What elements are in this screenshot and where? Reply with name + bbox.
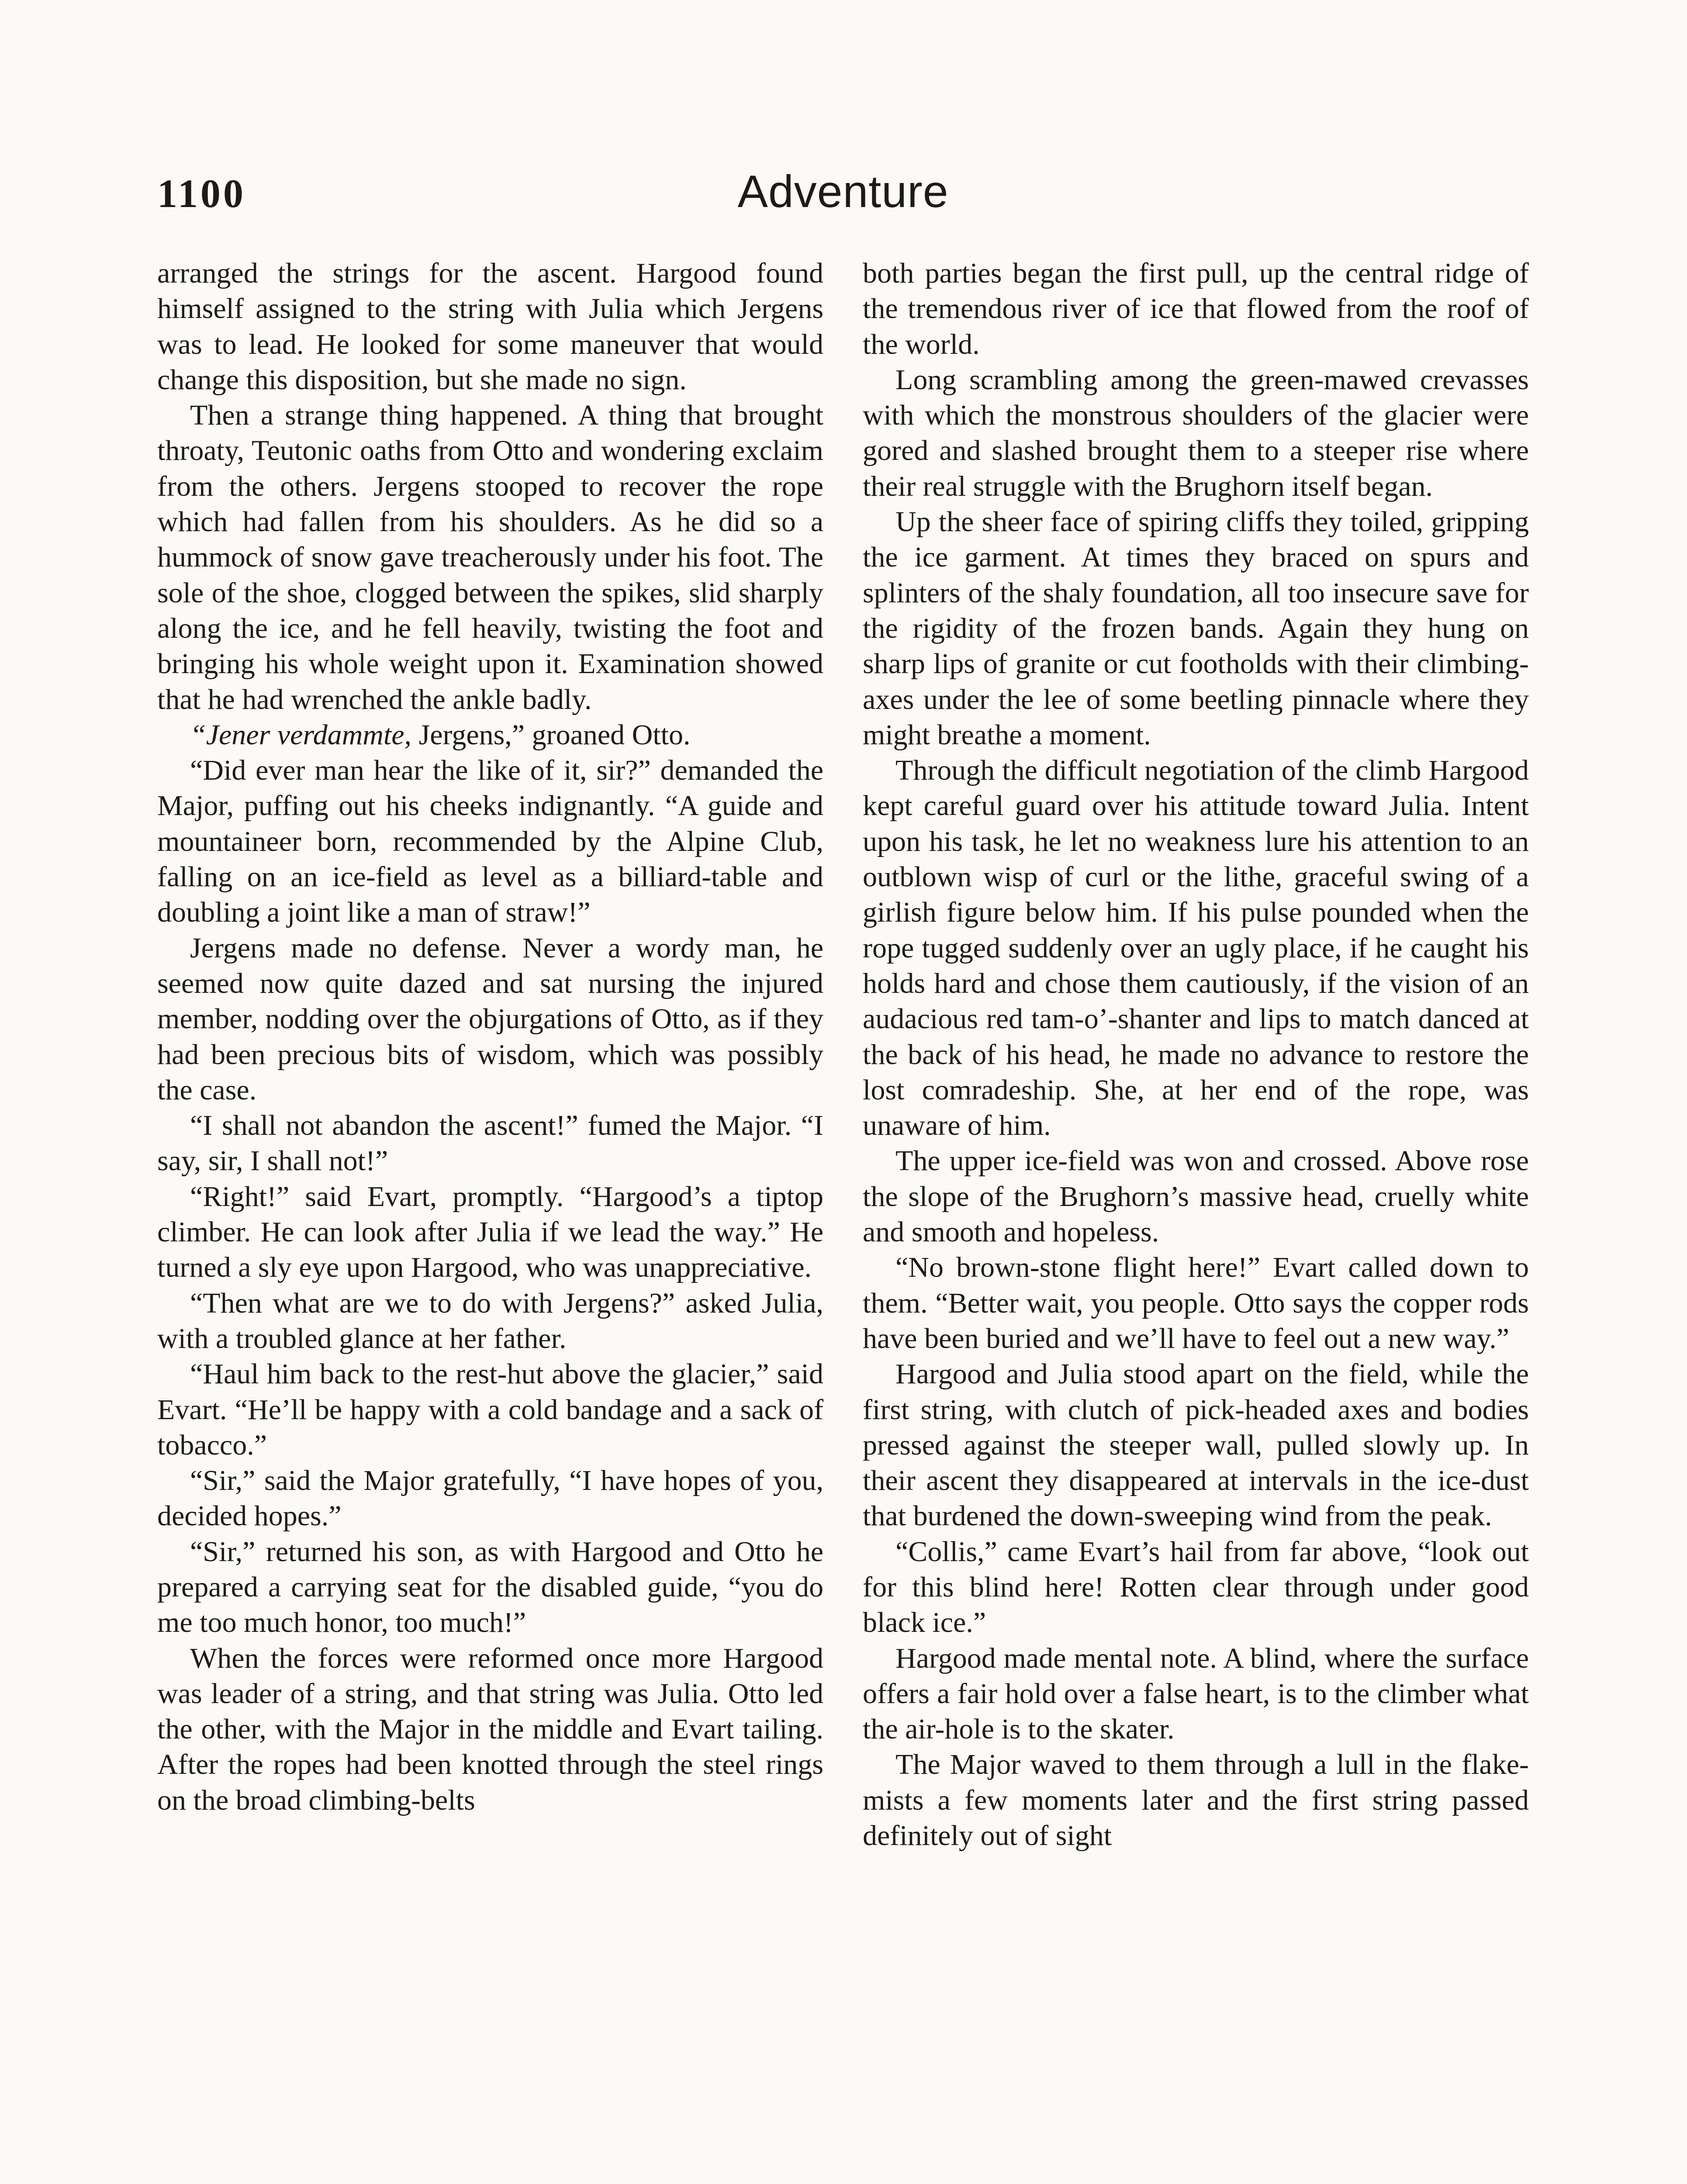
paragraph: Then a strange thing happened. A thing that brought throaty, Teutonic oaths from Otto and wondering exclaim from the others. Jergens stooped to recover the rope which had fallen from his shoulders. As he did so a hummock of snow gave treacherously under his foot. The sole of the shoe, clogged between the spikes, slid sharply along the ice, and he fell heavily, twisting the foot and bringing his whole weight upon it. Examination showed that he had wrenched the ankle badly.: [157, 399, 823, 715]
paragraph: “Right!” said Evart, promptly. “Hargood’s a tiptop climber. He can look after Julia if we lead the way.” He turned a sly eye upon Hargood, who was unappreciative.: [157, 1180, 823, 1284]
paragraph: “Did ever man hear the like of it, sir?” demanded the Major, puffing out his cheeks indignantly. “A guide and mountaineer born, recommended by the Alpine Club, falling on an ice-field as level as a billiard-table and doubling a joint like a man of straw!”: [157, 754, 823, 929]
paragraph: both parties began the first pull, up the central ridge of the tremendous river of ice that flowed from the roof of the world.: [863, 257, 1529, 360]
paragraph: “Sir,” said the Major gratefully, “I have hopes of you, decided hopes.”: [157, 1465, 823, 1532]
paragraph: arranged the strings for the ascent. Hargood found himself assigned to the string with Julia which Jergens was to lead. He looked for some maneuver that would change this disposition, but she made no sign.: [157, 257, 823, 396]
paragraph: Hargood made mental note. A blind, where the surface offers a fair hold over a false heart, is to the climber what the air-hole is to the skater.: [863, 1642, 1529, 1745]
paragraph: “Sir,” returned his son, as with Hargood and Otto he prepared a carrying seat for the disabled guide, “you do me too much honor, too much!”: [157, 1535, 823, 1639]
paragraph: “I shall not abandon the ascent!” fumed the Major. “I say, sir, I shall not!”: [157, 1109, 823, 1177]
paragraph: “Collis,” came Evart’s hail from far above, “look out for this blind here! Rotten clear through under good black ice.”: [863, 1535, 1529, 1639]
paragraph: Up the sheer face of spiring cliffs they toiled, gripping the ice garment. At times they braced on spurs and splinters of the shaly foundation, all too insecure save for the rigidity of the frozen bands. Again they hung on sharp lips of granite or cut footholds with their climbing-axes under the lee of some beetling pinnacle where they might breathe a moment.: [863, 506, 1529, 751]
paragraph: When the forces were reformed once more Hargood was leader of a string, and that string was Julia. Otto led the other, with the Major in the middle and Evart tailing. After the ropes had been knotted through the steel rings on the broad climbing-belts: [157, 1642, 823, 1816]
magazine-title: Adventure: [737, 166, 949, 217]
german-exclamation: “Jener verdammte,: [190, 719, 412, 751]
right-column: [863, 256, 1529, 2184]
paragraph-text: Jergens,” groaned Otto.: [411, 719, 691, 751]
page-header: [157, 166, 1529, 227]
paragraph: [157, 717, 823, 753]
paragraph: The upper ice-field was won and crossed. Above rose the slope of the Brughorn’s massive head, cruelly white and smooth and hopeless.: [863, 1145, 1529, 1248]
paragraph: Through the difficult negotiation of the climb Hargood kept careful guard over his attitude toward Julia. Intent upon his task, he let no weakness lure his attention to an outblown wisp of curl or the lithe, graceful swing of a girlish figure below him. If his pulse pounded when the rope tugged suddenly over an ugly place, if he caught his holds hard and chose them cautiously, if the vision of an audacious red tam-o’-shanter and lips to match danced at the back of his head, he made no advance to restore the lost comradeship. She, at her end of the rope, was unaware of him.: [863, 754, 1529, 1142]
paragraph: “Haul him back to the rest-hut above the glacier,” said Evart. “He’ll be happy with a cold bandage and a sack of tobacco.”: [157, 1358, 823, 1461]
page-number: 1100: [157, 171, 246, 216]
paragraph: “No brown-stone flight here!” Evart called down to them. “Better wait, you people. Otto says the copper rods have been buried and we’ll have to feel out a new way.”: [863, 1251, 1529, 1355]
paragraph: The Major waved to them through a lull in the flake-mists a few moments later and the first string passed definitely out of sight: [863, 1749, 1529, 1852]
left-column: [157, 256, 823, 2184]
paragraph: Long scrambling among the green-mawed crevasses with which the monstrous shoulders of the glacier were gored and slashed brought them to a steeper rise where their real struggle with the Brughorn itself began.: [863, 363, 1529, 502]
paragraph: Jergens made no defense. Never a wordy man, he seemed now quite dazed and sat nursing the injured member, nodding over the objurgations of Otto, as if they had been precious bits of wisdom, which was possibly the case.: [157, 932, 823, 1106]
paragraph: “Then what are we to do with Jergens?” asked Julia, with a troubled glance at her father.: [157, 1287, 823, 1355]
paragraph: Hargood and Julia stood apart on the field, while the first string, with clutch of pick-headed axes and bodies pressed against the steeper wall, pulled slowly up. In their ascent they disappeared at intervals in the ice-dust that burdened the down-sweeping wind from the peak.: [863, 1358, 1529, 1532]
